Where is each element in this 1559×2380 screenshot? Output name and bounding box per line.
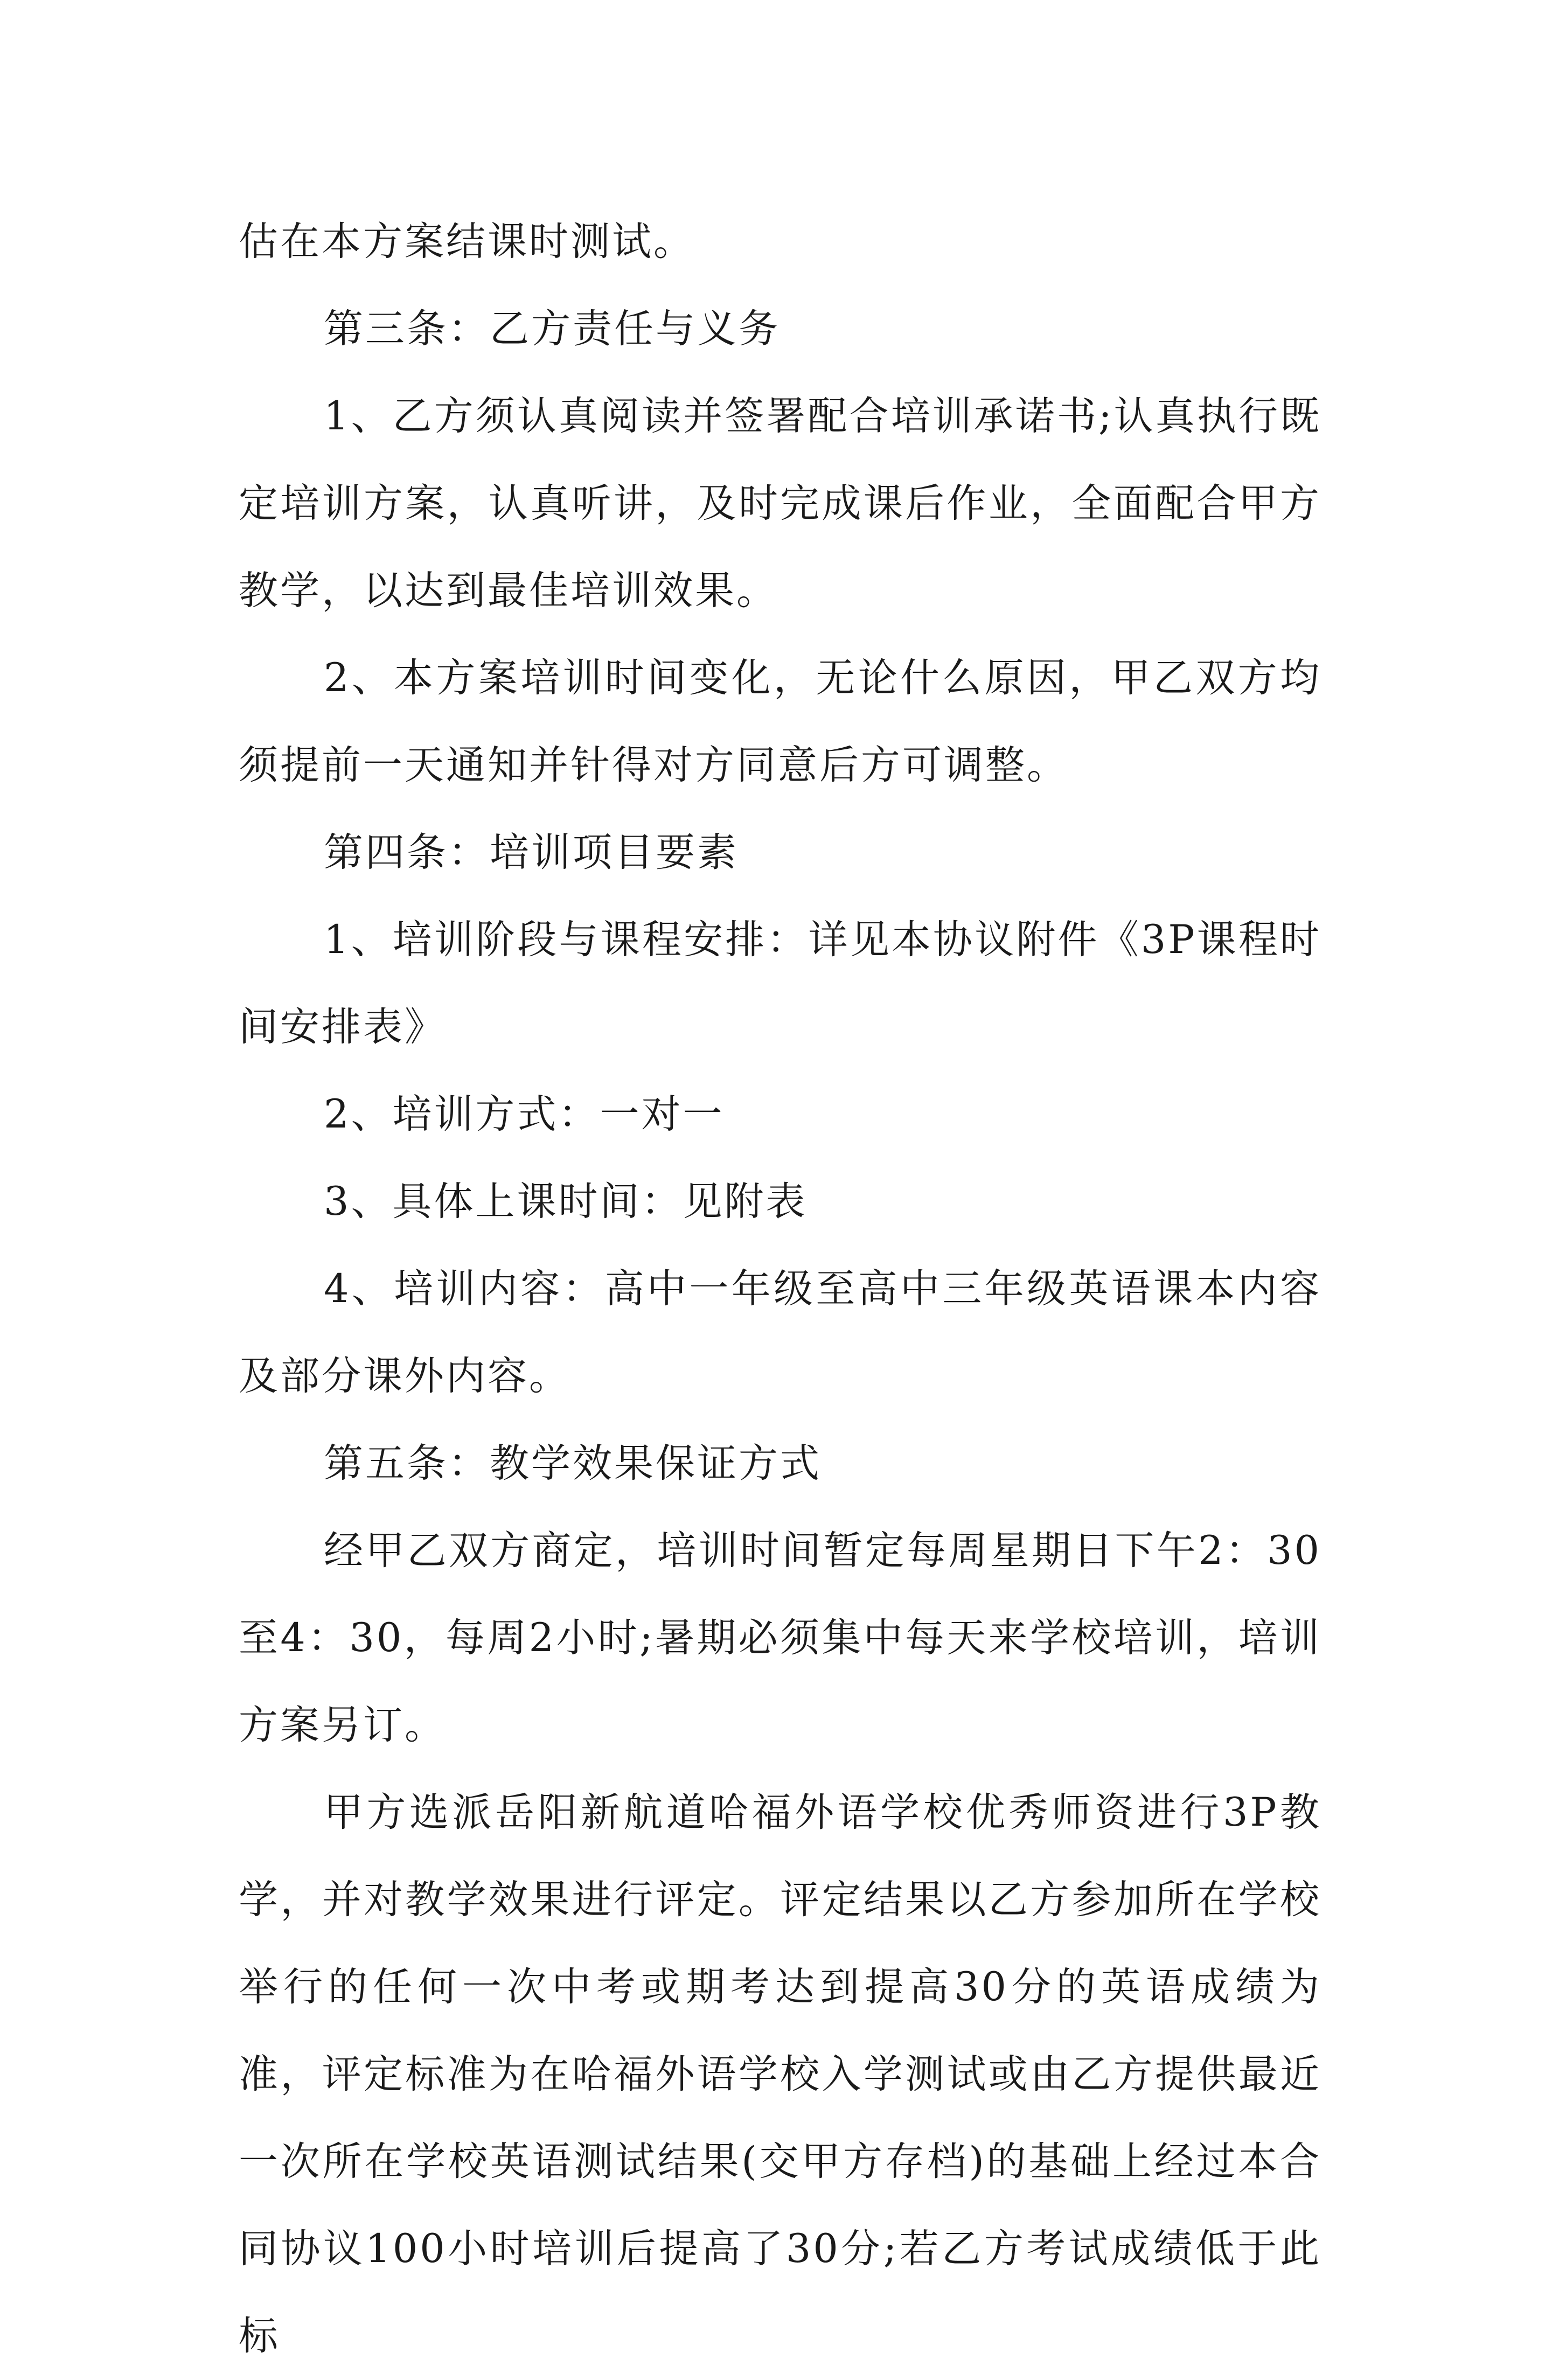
article-3-clause-2: 2、本方案培训时间变化，无论什么原因，甲乙双方均须提前一天通知并针得对方同意后方可调整。 [239,655,1321,788]
article-3-heading: 第三条：乙方责任与义务 [324,306,780,352]
article-4-heading: 第四条：培训项目要素 [324,830,739,875]
article-5-guarantee-paragraph: 甲方选派岳阳新航道哈福外语学校优秀师资进行3P教学，并对教学效果进行评定。评定结果以乙方参加所在学校举行的任何一次中考或期考达到提高30分的英语成绩为准，评定标准为在哈福外语学校入学测试或由乙方提供最近一次所在学校英语测试结果(交甲方存档)的基础上经过本合同协议100小时培训后提高了30分;若乙方考试成绩低于此标 [239,1790,1321,2359]
article-5-heading: 第五条：教学效果保证方式 [324,1440,822,1486]
paragraph-continuation: 估在本方案结课时测试。 [239,219,695,265]
article-5-schedule-paragraph: 经甲乙双方商定，培训时间暂定每周星期日下午2：30至4：30，每周2小时;暑期必须集中每天来学校培训，培训方案另订。 [239,1528,1321,1748]
article-4-clause-1: 1、培训阶段与课程安排：详见本协议附件《3P课程时间安排表》 [239,917,1321,1050]
document-body [239,198,1321,2380]
article-3-clause-1: 1、乙方须认真阅读并签署配合培训承诺书;认真执行既定培训方案，认真听讲，及时完成课后作业，全面配合甲方教学，以达到最佳培训效果。 [239,393,1321,614]
article-4-clause-3: 3、具体上课时间：见附表 [324,1179,808,1224]
article-4-clause-4: 4、培训内容：高中一年级至高中三年级英语课本内容及部分课外内容。 [239,1266,1321,1399]
article-4-clause-2: 2、培训方式：一对一 [324,1091,725,1137]
